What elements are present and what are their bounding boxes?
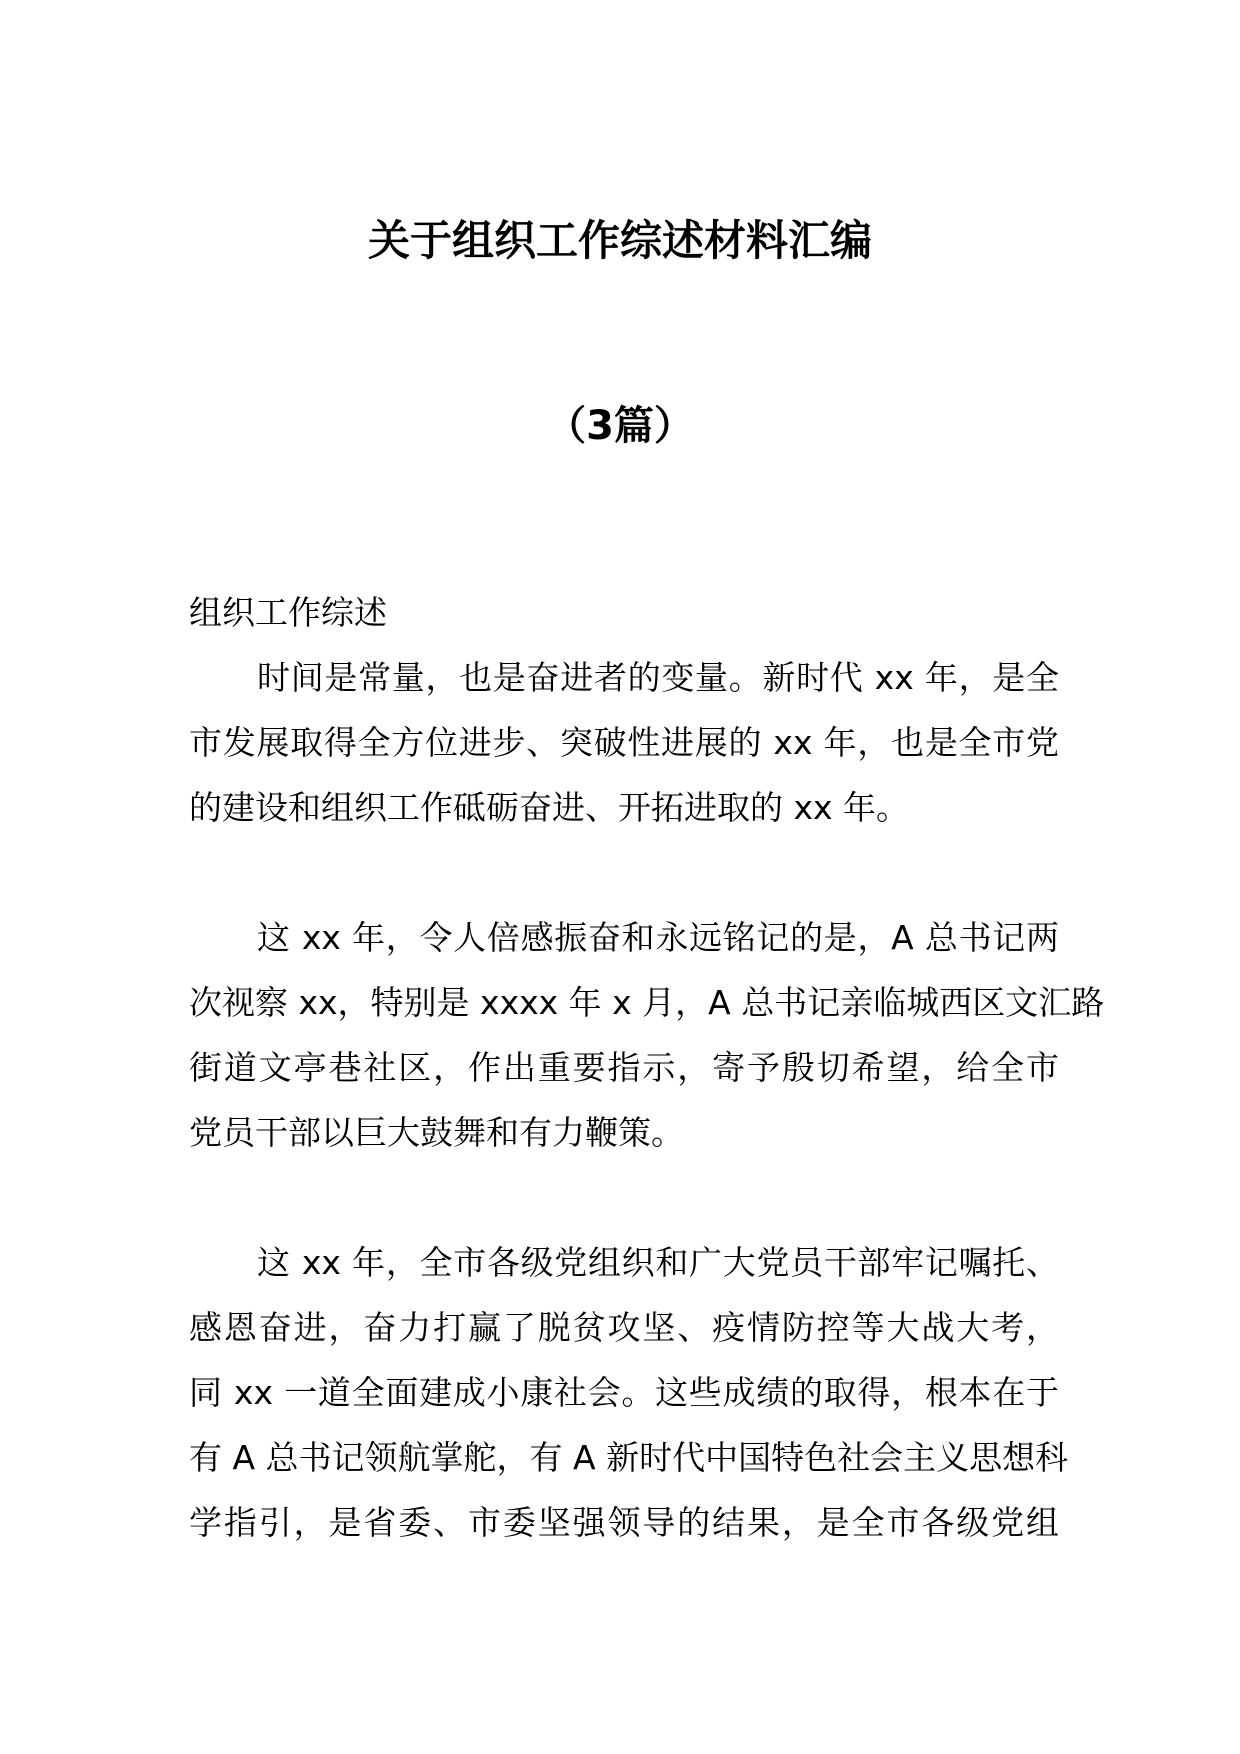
document-body bbox=[189, 580, 1105, 1555]
paragraph-3 bbox=[189, 1230, 1069, 1555]
paragraph-line: 时间是常量，也是奋进者的变量。新时代 xx 年，是全 bbox=[257, 658, 1059, 697]
paragraph-2 bbox=[189, 905, 1105, 1165]
document-subtitle: （3篇） bbox=[546, 403, 694, 449]
paragraph-line: 党员干部以巨大鼓舞和有力鞭策。 bbox=[189, 1113, 684, 1152]
paragraph-line: 这 xx 年，全市各级党组织和广大党员干部牢记嘱托、 bbox=[257, 1243, 1059, 1282]
paragraph-line: 有 A 总书记领航掌舵，有 A 新时代中国特色社会主义思想科 bbox=[189, 1438, 1069, 1477]
section-heading: 组织工作综述 bbox=[189, 593, 387, 632]
paragraph-line: 感恩奋进，奋力打赢了脱贫攻坚、疫情防控等大战大考， bbox=[189, 1308, 1059, 1347]
paragraph-1 bbox=[189, 645, 1059, 840]
paragraph-line: 同 xx 一道全面建成小康社会。这些成绩的取得，根本在于 bbox=[189, 1373, 1059, 1412]
paragraph-line: 市发展取得全方位进步、突破性进展的 xx 年，也是全市党 bbox=[189, 723, 1059, 762]
paragraph-line: 次视察 xx，特别是 xxxx 年 x 月，A 总书记亲临城西区文汇路 bbox=[189, 983, 1105, 1022]
paragraph-line: 这 xx 年，令人倍感振奋和永远铭记的是，A 总书记两 bbox=[257, 918, 1059, 957]
paragraph-line: 学指引，是省委、市委坚强领导的结果，是全市各级党组 bbox=[189, 1503, 1059, 1542]
document-title: 关于组织工作综述材料汇编 bbox=[367, 216, 872, 265]
paragraph-line: 的建设和组织工作砥砺奋进、开拓进取的 xx 年。 bbox=[189, 788, 910, 827]
paragraph-line: 街道文亭巷社区，作出重要指示，寄予殷切希望，给全市 bbox=[189, 1048, 1059, 1087]
